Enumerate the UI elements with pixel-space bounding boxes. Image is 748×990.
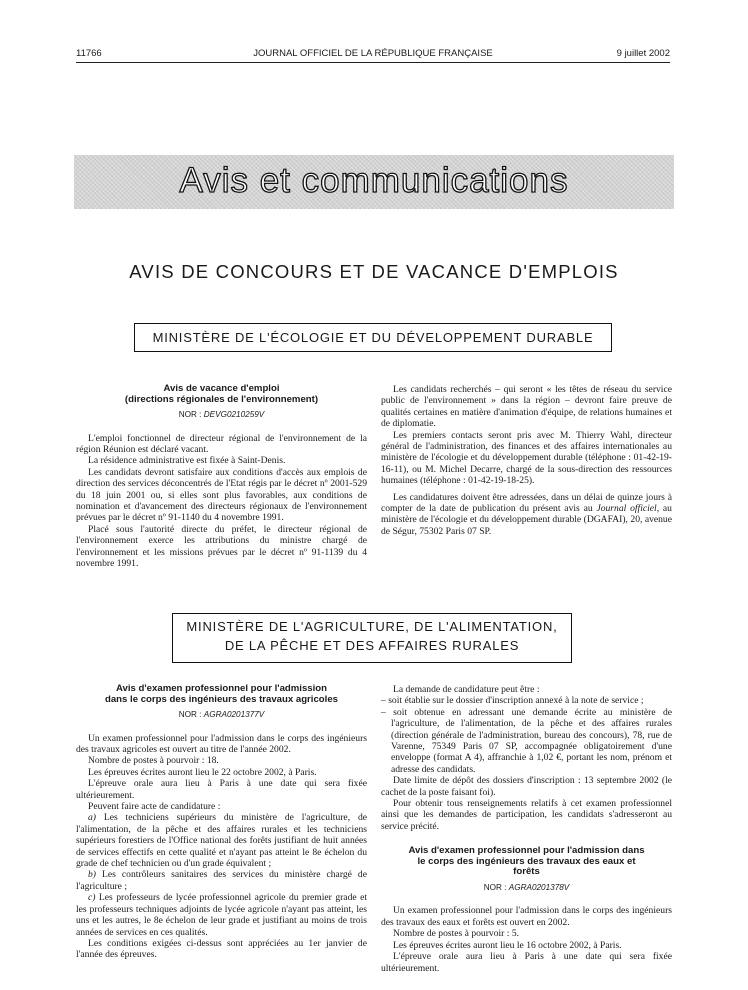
nor-label: NOR : bbox=[483, 883, 507, 893]
candidature-paragraph bbox=[381, 492, 672, 538]
condition-text: Les contrôleurs sanitaires des services du ministère chargé de l'agriculture ; bbox=[76, 869, 367, 892]
nor-code: DEVG0210259V bbox=[203, 410, 265, 420]
notice-heading-line: dans le corps des ingénieurs des travaux agricoles bbox=[104, 693, 338, 705]
nor-reference bbox=[381, 882, 672, 893]
candidature-text-end: au ministère de l'écologie et du développement durable (DGAFAI), 20, avenue de Ségur, 75302 Paris 07 SP. bbox=[381, 503, 672, 537]
paragraph: Les candidats devront satisfaire aux conditions d'accès aux emplois de direction des services déconcentrés de l'Etat régis par le décret nº 2001-529 du 18 juin 2001 ou, si elles sont plus favorables, aux conditions de nomination et d'avancement des directeurs régionaux de l'environnement prévues par le décret nº 91-1140 du 4 novembre 1991. bbox=[76, 466, 367, 524]
condition-text: Les professeurs de lycée professionnel agricole du premier grade et les professeurs techniques adjoints de lycée agricole n'ayant pas atteint, les uns et les autres, le 8e échelon de leur grade et justifiant au moins de trois années de services en ces qualités. bbox=[76, 892, 367, 938]
paragraph: L'épreuve orale aura lieu à Paris à une date qui sera fixée ultérieurement. bbox=[381, 951, 672, 974]
paragraph: Un examen professionnel pour l'admission dans le corps des ingénieurs des travaux agricoles est ouvert au titre de l'année 2002. bbox=[76, 732, 367, 755]
paragraph: Les épreuves écrites auront lieu le 22 octobre 2002, à Paris. bbox=[88, 766, 317, 778]
notice-heading-line: Avis de vacance d'emploi bbox=[163, 383, 280, 394]
ministry-box-ecologie bbox=[134, 323, 612, 352]
paragraph: Les candidats recherchés – qui seront « les têtes de réseau du service public de l'environnement » dans la région – devront faire preuve de qualités certaines en matière d'animation d'équipe, de relations humaines et de diplomatie. bbox=[381, 384, 672, 430]
nor-reference bbox=[76, 409, 367, 420]
column-left-ecologie bbox=[76, 384, 367, 569]
notice-heading bbox=[76, 684, 367, 705]
header-rule bbox=[76, 62, 670, 63]
paragraph: Placé sous l'autorité directe du préfet, le directeur régional de l'environnement exerce les attributions du ministre chargé de l'environnement et les missions prévues par le décret nº 91-1139 du 4 novembre 1991. bbox=[76, 523, 367, 570]
condition-a bbox=[76, 812, 367, 869]
paragraph: Un examen professionnel pour l'admission dans le corps des ingénieurs des travaux des eaux et forêts est ouvert en 2002. bbox=[381, 905, 672, 928]
list-item: – soit établie sur le dossier d'inscription annexé à la note de service ; bbox=[381, 695, 644, 707]
paragraph: L'emploi fonctionnel de directeur régional de l'environnement de la région Réunion est déclaré vacant. bbox=[76, 432, 367, 455]
paragraph: Date limite de dépôt des dossiers d'inscription : 13 septembre 2002 (le cachet de la poste faisant foi). bbox=[381, 775, 672, 798]
paragraph: Les épreuves écrites auront lieu le 16 octobre 2002, à Paris. bbox=[393, 939, 622, 951]
condition-letter: c) bbox=[88, 892, 96, 904]
paragraph: Pour obtenir tous renseignements relatifs à cet examen professionnel ainsi que les demandes de participation, les candidats s'adresseront au service précité. bbox=[381, 798, 672, 832]
paragraph: Nombre de postes à pourvoir : 18. bbox=[88, 755, 219, 767]
ministry-name-line: MINISTÈRE DE L'AGRICULTURE, DE L'ALIMENTATION, bbox=[186, 619, 558, 634]
column-right-agriculture bbox=[381, 684, 672, 974]
condition-text: Les techniciens supérieurs du ministère de l'agriculture, de l'alimentation, de la pêche et des affaires rurales et les techniciens supérieurs forestiers de l'Office national des forêts justifiant de huit années de services effectifs en cette qualité et n'ayant pas atteint le 8e échelon du grade de chef technicien ou d'un grade équivalent ; bbox=[76, 812, 367, 870]
notice-heading-line: le corps des ingénieurs des travaux des eaux et bbox=[417, 855, 636, 867]
journal-officiel-reference: Journal officiel, bbox=[596, 503, 660, 515]
ministry-box-agriculture bbox=[172, 613, 572, 663]
nor-code: AGRA0201377V bbox=[203, 710, 265, 720]
journal-title: JOURNAL OFFICIEL DE LA RÉPUBLIQUE FRANÇAISE bbox=[253, 48, 493, 59]
paragraph: Peuvent faire acte de candidature : bbox=[88, 801, 221, 813]
condition-letter: b) bbox=[88, 869, 96, 881]
ministry-name-line: DE LA PÊCHE ET DES AFFAIRES RURALES bbox=[224, 638, 520, 653]
notice-heading-line: forêts bbox=[513, 866, 540, 878]
notice-heading-line: Avis d'examen professionnel pour l'admission dans bbox=[408, 845, 645, 857]
section-banner bbox=[74, 155, 674, 209]
paragraph: Nombre de postes à pourvoir : 5. bbox=[393, 928, 520, 940]
issue-date: 9 juillet 2002 bbox=[616, 48, 670, 59]
paragraph: Les conditions exigées ci-dessus sont appréciées au 1er janvier de l'année des épreuves. bbox=[76, 937, 367, 961]
paragraph: La demande de candidature peut être : bbox=[393, 684, 540, 695]
notice-heading-line: Avis d'examen professionnel pour l'admission bbox=[115, 683, 328, 694]
column-right-ecologie bbox=[381, 384, 672, 537]
paragraph: La résidence administrative est fixée à Saint-Denis. bbox=[88, 455, 286, 467]
paragraph: Les premiers contacts seront pris avec M. Thierry Wahl, directeur général de l'administration, des finances et des affaires internationales au ministère de l'écologie et du développement durable (téléphone : 01-42-19-16-11), ou M. Michel Decarre, chargé de la sous-direction des ressources humaines (téléphone : 01-42-19-18-25). bbox=[381, 429, 672, 487]
section-title: AVIS DE CONCOURS ET DE VACANCE D'EMPLOIS bbox=[129, 261, 619, 282]
notice-heading-line: (directions régionales de l'environnement) bbox=[124, 393, 319, 405]
nor-label: NOR : bbox=[178, 710, 202, 720]
list-item: – soit obtenue en adressant une demande écrite au ministère de l'agriculture, de l'alimentation, de la pêche et des affaires rurales (direction générale de l'administration, bureau des concours), 78, rue de Varenne, 75349 Paris 07 SP, accompagnée obligatoirement d'une enveloppe (format A 4), affranchie à 1,02 €, portant les nom, prénom et adresse des candidats. bbox=[381, 706, 672, 775]
condition-b bbox=[76, 869, 367, 892]
column-left-agriculture bbox=[76, 684, 367, 961]
condition-letter: a) bbox=[88, 812, 96, 824]
notice-heading bbox=[76, 384, 367, 405]
ministry-name: MINISTÈRE DE L'ÉCOLOGIE ET DU DÉVELOPPEMENT DURABLE bbox=[152, 330, 594, 345]
page-number: 11766 bbox=[76, 48, 102, 59]
nor-label: NOR : bbox=[178, 410, 202, 420]
banner-title: Avis et communications bbox=[179, 161, 569, 200]
paragraph: L'épreuve orale aura lieu à Paris à une date qui sera fixée ultérieurement. bbox=[76, 778, 367, 801]
nor-code: AGRA0201378V bbox=[508, 883, 570, 893]
running-header bbox=[76, 48, 670, 62]
condition-c bbox=[76, 892, 367, 938]
candidature-text-start: Les candidatures doivent être adressées, dans un délai de quinze jours à compter de la date de publication du présent avis au bbox=[381, 491, 672, 515]
nor-reference bbox=[76, 709, 367, 720]
notice-heading bbox=[381, 846, 672, 878]
